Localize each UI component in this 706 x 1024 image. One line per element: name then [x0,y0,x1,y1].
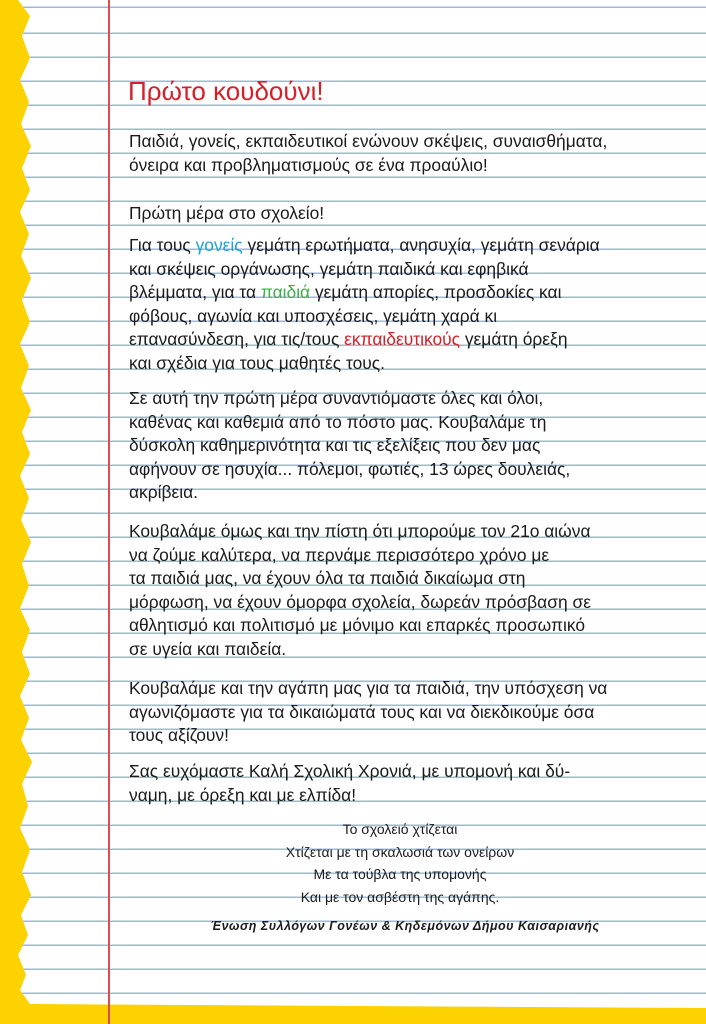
text-line: και σχέδια για τους μαθητές τους. [129,352,386,373]
keyword-teachers: εκπαιδευτικούς [344,329,461,349]
poem-line: Με τα τούβλα της υπομονής [313,866,487,882]
text-line: βλέμματα, για τα παιδιά γεμάτη απορίες, προσδοκίες και [129,282,562,302]
text-line: δύσκολη καθημερινότητα και τις εξελίξεις που δεν μας [129,435,541,455]
paragraph-parents-children-teachers [129,234,689,375]
text-line: να ζούμε καλύτερα, να περνάμε περισσότερο χρόνο με [129,544,550,565]
signature: Ένωση Συλλόγων Γονέων & Κηδεμόνων Δήμου Καισαριανής [210,919,600,933]
keyword-children: παιδιά [260,282,311,302]
text-line: ακρίβεια. [129,482,199,502]
paragraph-faith [129,520,689,661]
text-line: όνειρα και προβληματισμούς σε ένα προαύλιο! [129,154,488,175]
paragraph-first-day [129,202,689,226]
text-line: φόβους, αγωνία και υποσχέσεις, γεμάτη χαρά κι [129,305,498,326]
poem-line: Και με τον ασβέστη της αγάπης. [300,888,500,905]
text-line: αφήνουν σε ησυχία... πόλεμοι, φωτιές, 13 ώρες δουλειάς, [129,458,571,479]
text-line: Κουβαλάμε όμως και την πίστη ότι μπορούμε τον 21ο αιώνα [129,521,591,541]
paragraph-wishes [129,760,689,807]
paragraph-love [129,677,689,748]
text-line: αγωνιζόμαστε για τα δικαιώματά τους και να διεκδικούμε όσα [129,701,595,722]
text-line: Σε αυτή την πρώτη μέρα συναντιόμαστε όλες και όλοι, [129,388,544,408]
text-line: Σας ευχόμαστε Καλή Σχολική Χρονιά, με υπομονή και δύ- [129,761,571,781]
paragraph-difficulties [129,387,689,505]
text-line: Κουβαλάμε και την αγάπη μας για τα παιδιά, την υπόσχεση να [129,678,608,698]
keyword-parents: γονείς [195,235,243,255]
text-line: Πρώτη μέρα στο σχολείο! [129,203,325,223]
poem [200,818,600,908]
text-line: τους αξίζουν! [129,725,229,745]
text-line: Για τους γονείς γεμάτη ερωτήματα, ανησυχία, γεμάτη σενάρια [129,235,600,255]
text-line: αθλητισμό και πολιτισμό με μόνιμο και επαρκές προσωπικό [129,615,585,635]
text-line: σε υγεία και παιδεία. [129,638,287,659]
paragraph-intro [129,130,689,177]
text-line: μόρφωση, να έχουν όμορφα σχολεία, δωρεάν πρόσβαση σε [129,591,591,612]
text-line: καθένας και καθεμιά από το πόστο μας. Κουβαλάμε τη [129,411,547,432]
poem-line: Το σχολειό χτίζεται [342,821,458,837]
page-title: Πρώτο κουδούνι! [128,76,324,106]
text-line: τα παιδιά μας, να έχουν όλα τα παιδιά δικαίωμα στη [129,568,526,588]
text-line: Παιδιά, γονείς, εκπαιδευτικοί ενώνουν σκέψεις, συναισθήματα, [129,131,608,151]
text-line: και σκέψεις οργάνωσης, γεμάτη παιδικά και εφηβικά [129,258,529,279]
margin-line [108,0,110,1024]
text-line: επανασύνδεση, για τις/τους εκπαιδευτικούς γεμάτη όρεξη [129,329,568,349]
poem-line: Χτίζεται με τη σκαλωσιά των ονείρων [285,843,515,860]
text-line: ναμη, με όρεξη και με ελπίδα! [129,784,357,805]
